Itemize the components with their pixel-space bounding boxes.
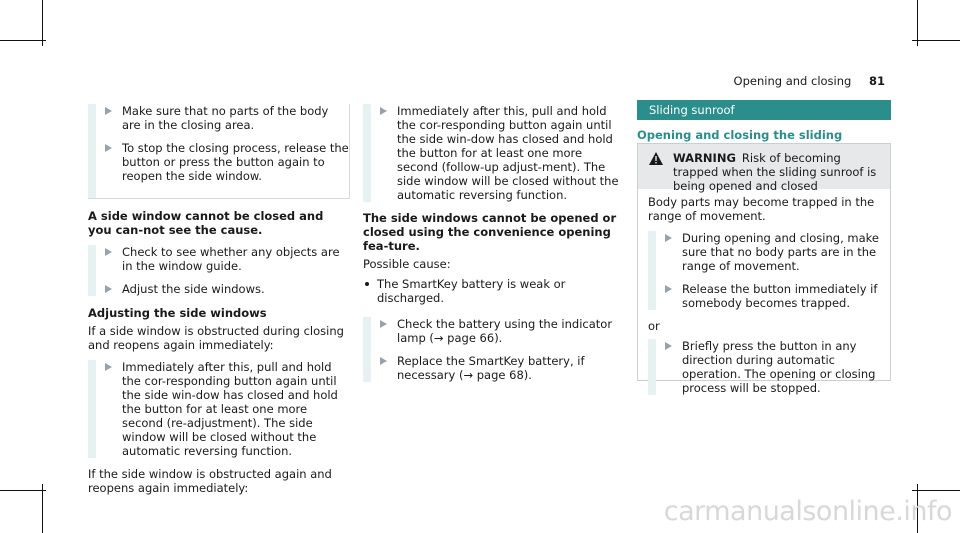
step-item: Release the button immediately if somebody becomes trapped. bbox=[648, 282, 884, 310]
steps-box bbox=[648, 339, 884, 395]
step-item: Replace the SmartKey battery, if necessary (→ page 68). bbox=[363, 354, 625, 382]
steps-box bbox=[648, 231, 884, 310]
crop-mark bbox=[0, 490, 46, 491]
bullet-item: The SmartKey battery is weak or discharged. bbox=[363, 277, 625, 305]
paragraph: Body parts may become trapped in the range of movement. bbox=[648, 195, 875, 223]
step-arrow-icon bbox=[105, 285, 112, 293]
page-header bbox=[734, 74, 885, 88]
paragraph: Possible cause: bbox=[363, 257, 451, 271]
warning-label: WARNING bbox=[673, 151, 736, 165]
step-arrow-icon bbox=[380, 357, 387, 365]
step-item: Immediately after this, pull and hold the cor-responding button again until the side win-dow has closed and hold the button for at least one more second (re-adjustment). The side window will be closed without the automatic reversing function. bbox=[88, 360, 350, 458]
step-item: Check the battery using the indicator lamp (→ page 66). bbox=[363, 317, 625, 345]
warning-triangle-icon bbox=[649, 152, 663, 165]
column-1 bbox=[88, 104, 350, 501]
step-item: Check to see whether any objects are in the window guide. bbox=[88, 245, 350, 273]
crop-mark bbox=[42, 484, 43, 533]
steps-box bbox=[88, 360, 350, 458]
step-item: Make sure that no parts of the body are in the closing area. bbox=[88, 104, 349, 132]
step-item: During opening and closing, make sure that no body parts are in the range of movement. bbox=[648, 231, 884, 273]
paragraph: If the side window is obstructed again and reopens again immediately: bbox=[88, 467, 332, 495]
step-arrow-icon bbox=[380, 107, 387, 115]
warning-text: WARNING Risk of becoming trapped when the sliding sunroof is being opened and closed bbox=[673, 151, 877, 193]
heading: The side windows cannot be opened or closed using the convenience opening fea-ture. bbox=[363, 211, 617, 253]
section-title: Opening and closing the sliding bbox=[637, 124, 891, 165]
step-arrow-icon bbox=[105, 107, 112, 115]
step-item: Adjust the side windows. bbox=[88, 282, 350, 296]
step-item: Briefly press the button in any direction during automatic operation. The opening or closing process will be stopped. bbox=[648, 339, 884, 395]
steps-box bbox=[363, 317, 625, 382]
column-2 bbox=[363, 104, 625, 391]
step-arrow-icon bbox=[665, 342, 672, 350]
paragraph: If a side window is obstructed during closing and reopens again immediately: bbox=[88, 324, 344, 352]
heading: Adjusting the side windows bbox=[88, 306, 267, 320]
step-item: To stop the closing process, release the button or press the button again to reopen the side window. bbox=[88, 141, 349, 183]
step-item: Immediately after this, pull and hold the cor-responding button again until the side win-dow has closed and hold the button for at least one more second (follow-up adjust-ment). The side window will be closed without the automatic reversing function. bbox=[363, 104, 625, 202]
warning-content bbox=[648, 195, 884, 404]
crop-mark bbox=[0, 40, 46, 41]
or-label: or bbox=[648, 319, 660, 333]
section-name: Opening and closing bbox=[733, 74, 852, 88]
crop-mark bbox=[912, 490, 960, 491]
steps-box bbox=[88, 245, 350, 296]
step-arrow-icon bbox=[105, 363, 112, 371]
warning-box bbox=[637, 143, 891, 395]
section-bar bbox=[637, 100, 891, 120]
watermark: carmanualsonline.info bbox=[663, 496, 952, 527]
steps-box bbox=[363, 104, 625, 202]
section-bar-label: Sliding sunroof bbox=[649, 103, 735, 117]
bullet-dot bbox=[365, 282, 369, 286]
page-number: 81 bbox=[868, 74, 885, 88]
heading: A side window cannot be closed and you can-not see the cause. bbox=[88, 209, 324, 237]
step-arrow-icon bbox=[665, 234, 672, 242]
crop-mark bbox=[912, 40, 960, 41]
step-arrow-icon bbox=[665, 285, 672, 293]
steps-box bbox=[88, 104, 350, 199]
step-arrow-icon bbox=[380, 320, 387, 328]
step-arrow-icon bbox=[105, 248, 112, 256]
step-arrow-icon bbox=[105, 144, 112, 152]
